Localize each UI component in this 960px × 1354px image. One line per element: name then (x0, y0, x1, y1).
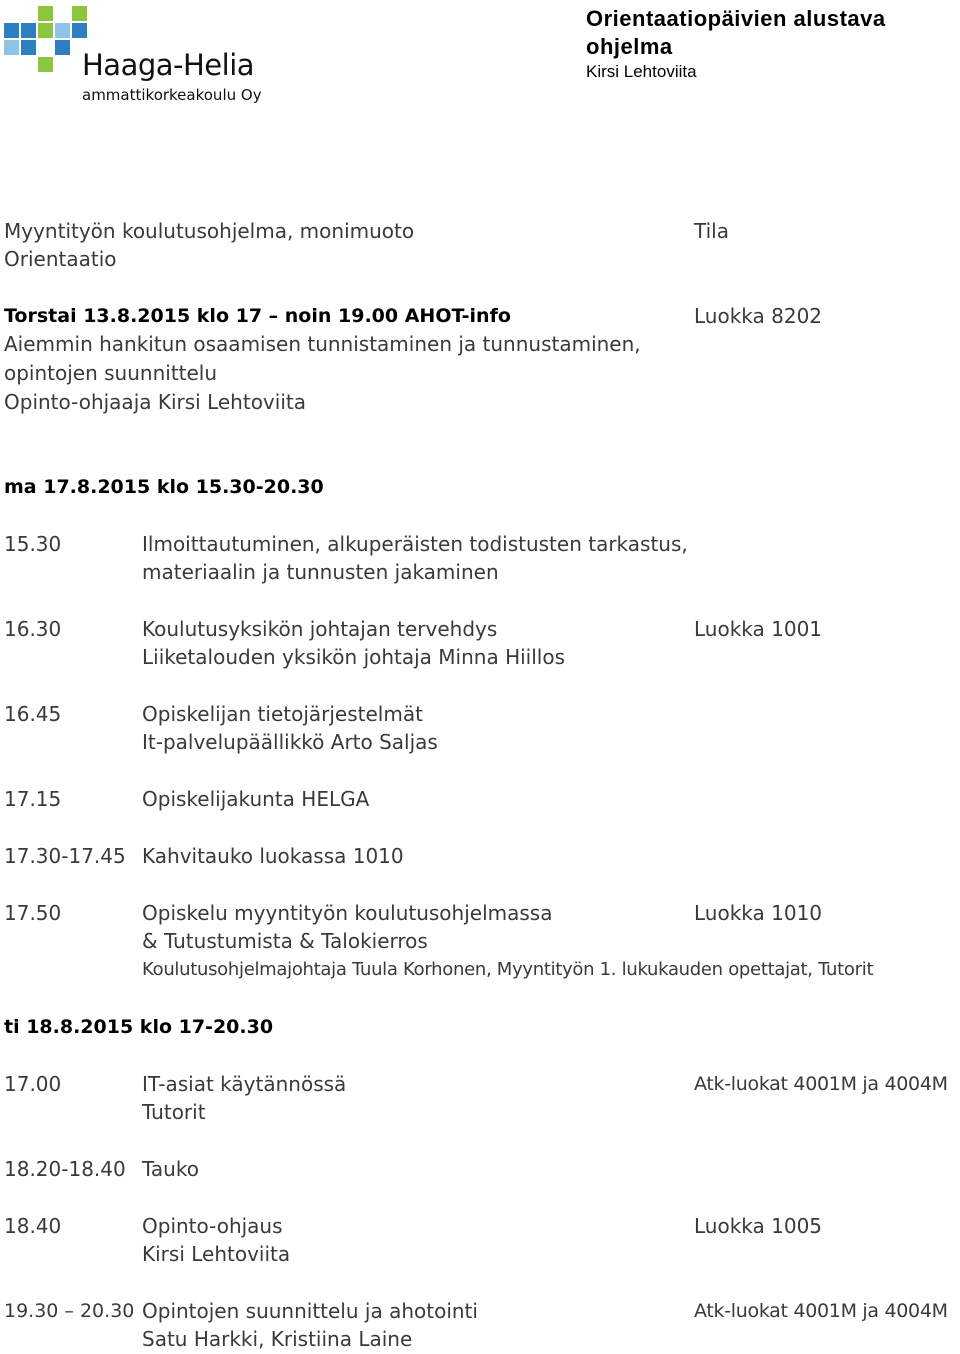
logo-subtitle: ammattikorkeakoulu Oy (82, 86, 262, 104)
logo-square (4, 23, 19, 38)
schedule-title: Opinto-ohjaus (142, 1214, 283, 1238)
ahot-description: Aiemmin hankitun osaamisen tunnistaminen ja tunnustaminen, (4, 332, 641, 356)
schedule-subtitle: materiaalin ja tunnusten jakaminen (142, 560, 499, 584)
schedule-time: 17.15 (4, 787, 62, 811)
logo-square (21, 40, 36, 55)
schedule-room: Luokka 1005 (694, 1214, 823, 1238)
schedule-time: 17.00 (4, 1072, 62, 1096)
schedule-time: 16.45 (4, 702, 62, 726)
schedule-title: Opiskelu myyntityön koulutusohjelmassa (142, 901, 553, 925)
schedule-time: 17.50 (4, 901, 62, 925)
schedule-room: Atk-luokat 4001M ja 4004M (694, 1300, 948, 1322)
day2-heading: ti 18.8.2015 klo 17-20.30 (4, 1016, 274, 1038)
schedule-time: 15.30 (4, 532, 62, 556)
schedule-time: 16.30 (4, 617, 62, 641)
schedule-room: Atk-luokat 4001M ja 4004M (694, 1073, 948, 1095)
document-author: Kirsi Lehtoviita (586, 62, 697, 81)
logo-square (21, 23, 36, 38)
schedule-title: IT-asiat käytännössä (142, 1072, 347, 1096)
ahot-presenter: Opinto-ohjaaja Kirsi Lehtoviita (4, 390, 306, 414)
document-title-line2: ohjelma (586, 34, 673, 59)
logo-square (38, 23, 53, 38)
schedule-presenters: Koulutusohjelmajohtaja Tuula Korhonen, Myyntityön 1. lukukauden opettajat, Tutorit (142, 959, 874, 980)
ahot-description-line2: opintojen suunnittelu (4, 361, 218, 385)
schedule-title: Kahvitauko luokassa 1010 (142, 844, 404, 868)
schedule-time: 18.20-18.40 (4, 1157, 126, 1181)
ahot-heading: Torstai 13.8.2015 klo 17 – noin 19.00 AHOT-info (4, 305, 511, 327)
room-column-heading: Tila (694, 219, 729, 243)
schedule-subtitle: Satu Harkki, Kristiina Laine (142, 1327, 413, 1351)
program-name: Myyntityön koulutusohjelma, monimuoto (4, 219, 415, 243)
schedule-title: Tauko (142, 1157, 199, 1181)
program-type: Orientaatio (4, 247, 117, 271)
logo-square (4, 40, 19, 55)
logo-name: Haaga-Helia (82, 48, 255, 82)
schedule-title: Opintojen suunnittelu ja ahotointi (142, 1299, 478, 1323)
schedule-subtitle: Kirsi Lehtoviita (142, 1242, 291, 1266)
schedule-title: Opiskelijan tietojärjestelmät (142, 702, 423, 726)
schedule-title: Opiskelijakunta HELGA (142, 787, 370, 811)
logo-square (55, 23, 70, 38)
schedule-subtitle: & Tutustumista & Talokierros (142, 929, 428, 953)
schedule-subtitle: Liiketalouden yksikön johtaja Minna Hiillos (142, 645, 565, 669)
schedule-title: Ilmoittautuminen, alkuperäisten todistusten tarkastus, (142, 532, 688, 556)
logo-square (72, 6, 87, 21)
schedule-time: 17.30-17.45 (4, 844, 126, 868)
document-title: Orientaatiopäivien alustava (586, 6, 886, 31)
schedule-subtitle: It-palvelupäällikkö Arto Saljas (142, 730, 438, 754)
logo-square (38, 6, 53, 21)
schedule-subtitle: Tutorit (142, 1100, 206, 1124)
day1-heading: ma 17.8.2015 klo 15.30-20.30 (4, 476, 324, 498)
schedule-time: 19.30 – 20.30 (4, 1300, 135, 1322)
schedule-title: Koulutusyksikön johtajan tervehdys (142, 617, 498, 641)
schedule-time: 18.40 (4, 1214, 62, 1238)
logo-square (38, 57, 53, 72)
schedule-room: Luokka 1010 (694, 901, 823, 925)
ahot-room: Luokka 8202 (694, 304, 823, 328)
schedule-room: Luokka 1001 (694, 617, 823, 641)
logo-square (72, 23, 87, 38)
logo-square (55, 40, 70, 55)
